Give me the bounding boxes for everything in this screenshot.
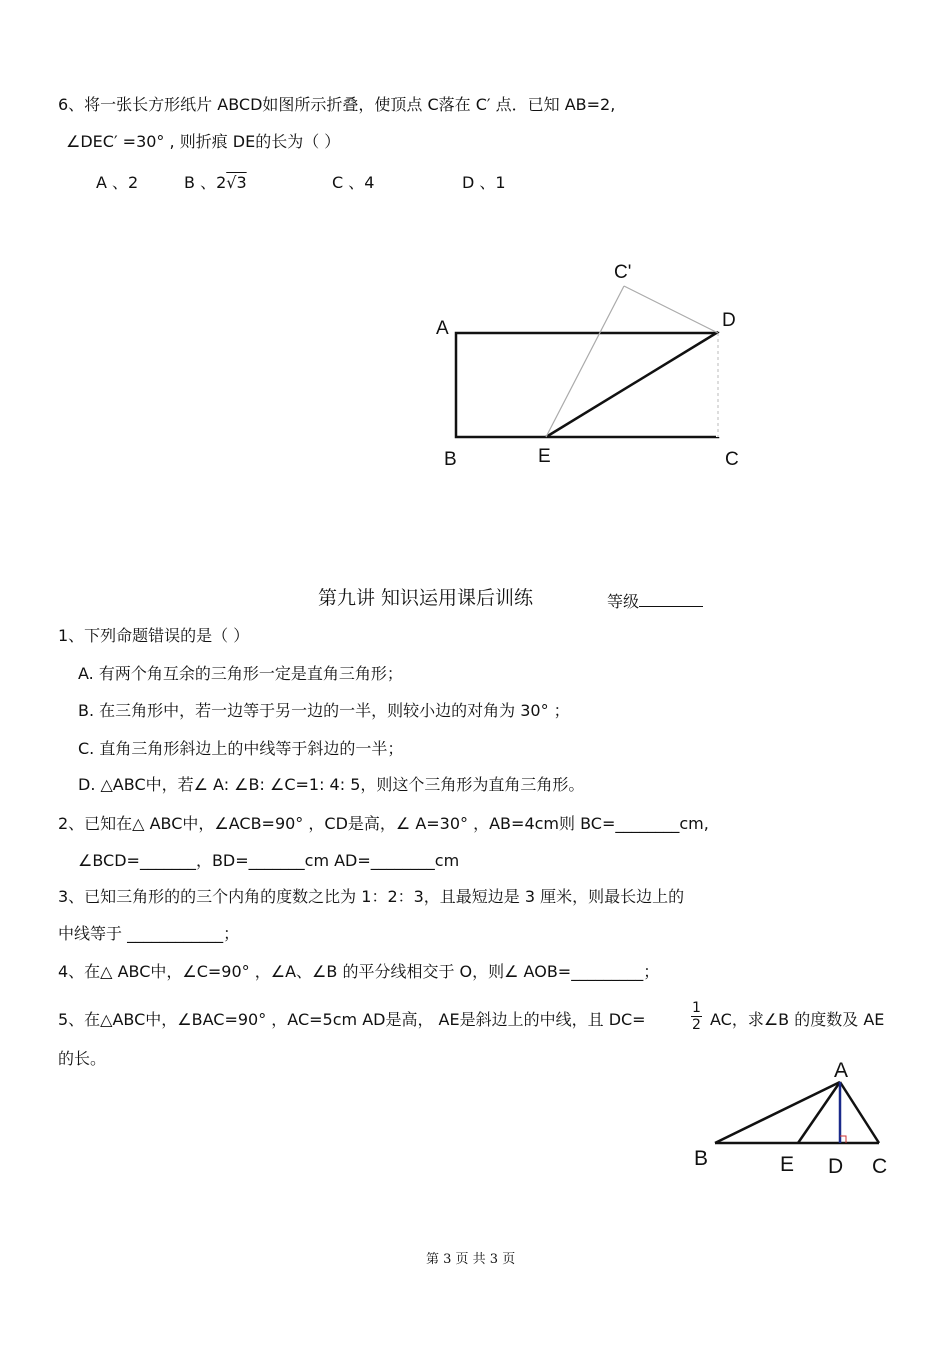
label-b: B — [444, 449, 457, 470]
label-d: D — [828, 1155, 844, 1178]
p5-fraction-denominator: 2 — [692, 1017, 701, 1033]
q6-stem-line2: ∠DEC′ =30° , 则折痕 DE的长为（ ） — [66, 132, 341, 151]
p1-option-d: D. △ABC中，若∠ A: ∠B: ∠C=1: 4: 5，则这个三角形为直角三角形。 — [78, 775, 585, 794]
p3-line1: 3、已知三角形的的三个内角的度数之比为 1：2：3，且最短边是 3 厘米，则最长边上的 — [58, 887, 685, 906]
label-e: E — [780, 1153, 795, 1176]
label-c: C — [725, 449, 739, 470]
label-c: C — [872, 1155, 888, 1178]
p5-fraction-numerator: 1 — [692, 1000, 701, 1016]
section-title: 第九讲 知识运用课后训练 — [318, 587, 534, 609]
label-b: B — [694, 1147, 709, 1170]
label-a: A — [834, 1059, 849, 1082]
q6-option-a: A 、2 — [96, 173, 139, 192]
p5-line1b: AC，求∠B 的度数及 AE — [710, 1010, 885, 1029]
p5-line1a: 5、在△ABC中，∠BAC=90° ，AC=5cm AD是高， AE是斜边上的中线，且 DC= — [58, 1010, 646, 1029]
label-e: E — [538, 446, 551, 467]
page-footer: 第 3 页 共 3 页 — [426, 1252, 516, 1267]
segment-ba — [715, 1082, 840, 1143]
p4-line1: 4、在△ ABC中，∠C=90° ，∠A、∠B 的平分线相交于 O，则∠ AOB=_________； — [58, 962, 660, 981]
q6-option-b-prefix: B 、2 — [184, 173, 227, 192]
segment-ac — [840, 1082, 879, 1143]
label-a: A — [436, 318, 449, 339]
p1-option-b: B. 在三角形中，若一边等于另一边的一半，则较小边的对角为 30° ； — [78, 701, 570, 720]
q6-option-d: D 、1 — [462, 173, 506, 192]
p1-option-a: A. 有两个角互余的三角形一定是直角三角形； — [78, 664, 403, 683]
p3-line2: 中线等于 ____________； — [58, 924, 240, 943]
p2-line1: 2、已知在△ ABC中，∠ACB=90° ，CD是高，∠ A=30° ，AB=4cm则 BC=________cm, — [58, 814, 709, 833]
p1-stem: 1、下列命题错误的是（ ） — [58, 626, 250, 645]
label-d: D — [722, 310, 736, 331]
q6-option-b-sqrt: √3 — [226, 173, 247, 192]
q6-stem-line1: 6、将一张长方形纸片 ABCD如图所示折叠，使顶点 C落在 C′ 点．已知 AB=2, — [58, 95, 616, 114]
label-c-prime: C' — [614, 262, 632, 283]
p5-line2: 的长。 — [58, 1049, 107, 1068]
grade-label: 等级 — [607, 592, 640, 611]
q6-option-c: C 、4 — [332, 173, 375, 192]
p1-option-c: C. 直角三角形斜边上的中线等于斜边的一半； — [78, 739, 404, 758]
p2-line2: ∠BCD=_______，BD=_______cm AD=________cm — [78, 851, 460, 870]
